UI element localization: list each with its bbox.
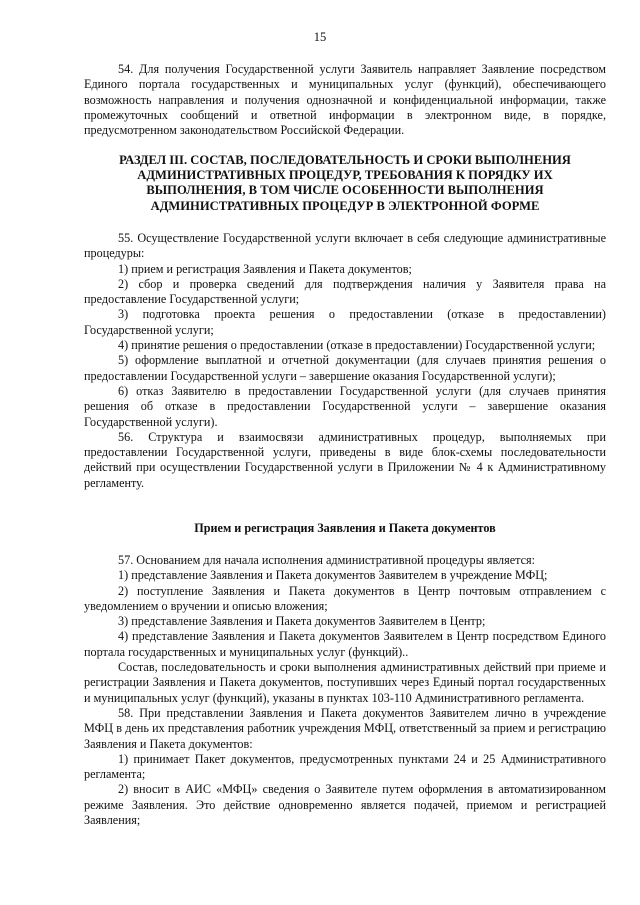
paragraph-57-item-2: 2) поступление Заявления и Пакета документов в Центр почтовым отправлением с уведомлением о вручении и описью вложения; (84, 583, 606, 613)
paragraph-58-intro: 58. При представлении Заявления и Пакета документов Заявителем лично в учреждение МФЦ в день их представления работник учреждения МФЦ, ответственный за прием и регистрацию Заявления и Пакета документов: (84, 705, 606, 751)
paragraph-57-composition: Состав, последовательность и сроки выполнения административных действий при приеме и регистрации Заявления и Пакета документов, поступивших через Единый портал государственных и муниципальных услуг (функций), указаны в пунктах 103-110 Административного регламента. (84, 660, 606, 705)
paragraph-55-item-3: 3) подготовка проекта решения о предоставлении (отказе в предоставлении) Государственной услуги; (84, 307, 606, 337)
acceptance-block (84, 553, 606, 828)
paragraph-54-block (84, 62, 606, 138)
paragraph-54: 54. Для получения Государственной услуги Заявитель направляет Заявление посредством Единого портала государственных и муниципальных услуг (функций), обеспечивающего возможность направления и получения однозначной и конфиденциальной информации, также промежуточных сообщений и ответной информации в электронном виде, в порядке, предусмотренном законодательством Российской Федерации. (84, 62, 606, 138)
page-number: 15 (313, 30, 327, 44)
section-heading: РАЗДЕЛ III. СОСТАВ, ПОСЛЕДОВАТЕЛЬНОСТЬ И СРОКИ ВЫПОЛНЕНИЯ АДМИНИСТРАТИВНЫХ ПРОЦЕДУР, ТРЕБОВАНИЯ К ПОРЯДКУ ИХ ВЫПОЛНЕНИЯ, В ТОМ ЧИСЛЕ ОСОБЕННОСТИ ВЫПОЛНЕНИЯ АДМИНИСТРАТИВНЫХ ПРОЦЕДУР В ЭЛЕКТРОННОЙ ФОРМЕ (119, 153, 571, 213)
paragraph-55-item-1: 1) прием и регистрация Заявления и Пакета документов; (118, 261, 412, 276)
paragraph-57-intro: 57. Основанием для начала исполнения административной процедуры является: (118, 553, 536, 567)
procedures-block (84, 231, 606, 491)
paragraph-56: 56. Структура и взаимосвязи административных процедур, выполняемых при предоставлении Государственной услуги, приведены в виде блок-схемы последовательности действий при осуществлении Государственной услуги в Приложении № 4 к Административному регламенту. (84, 429, 606, 490)
paragraph-55-item-2: 2) сбор и проверка сведений для подтверждения наличия у Заявителя права на предоставление Государственной услуги; (84, 276, 606, 307)
paragraph-55-item-5: 5) оформление выплатной и отчетной документации (для случаев принятия решения о предоставлении Государственной услуги – завершение оказания Государственной услуги); (84, 353, 606, 383)
paragraph-55-item-6: 6) отказ Заявителю в предоставлении Государственной услуги (для случаев принятия решения об отказе в предоставлении Государственной услуги – завершение оказания Государственной услуги). (84, 383, 606, 429)
subheading-block (84, 521, 606, 536)
paragraph-55-item-4: 4) принятие решения о предоставлении (отказе в предоставлении) Государственной услуги; (118, 338, 596, 353)
paragraph-57-item-3: 3) представление Заявления и Пакета документов Заявителем в Центр; (118, 614, 486, 629)
section-heading-block (84, 153, 606, 214)
paragraph-58-item-1: 1) принимает Пакет документов, предусмотренных пунктами 24 и 25 Административного регламента; (84, 751, 606, 782)
paragraph-55-intro: 55. Осуществление Государственной услуги включает в себя следующие административные процедуры: (84, 231, 606, 261)
paragraph-58-item-2: 2) вносит в АИС «МФЦ» сведения о Заявителе путем оформления в автоматизированном режиме Заявления. Это действие одновременно является подачей, приемом и регистрацией Заявления; (84, 782, 606, 828)
paragraph-57-item-1: 1) представление Заявления и Пакета документов Заявителем в учреждение МФЦ; (118, 568, 548, 583)
paragraph-57-item-4: 4) представление Заявления и Пакета документов Заявителем в Центр посредством Единого портала государственных и муниципальных услуг (функций).. (84, 629, 606, 659)
subheading: Прием и регистрация Заявления и Пакета документов (194, 521, 496, 535)
